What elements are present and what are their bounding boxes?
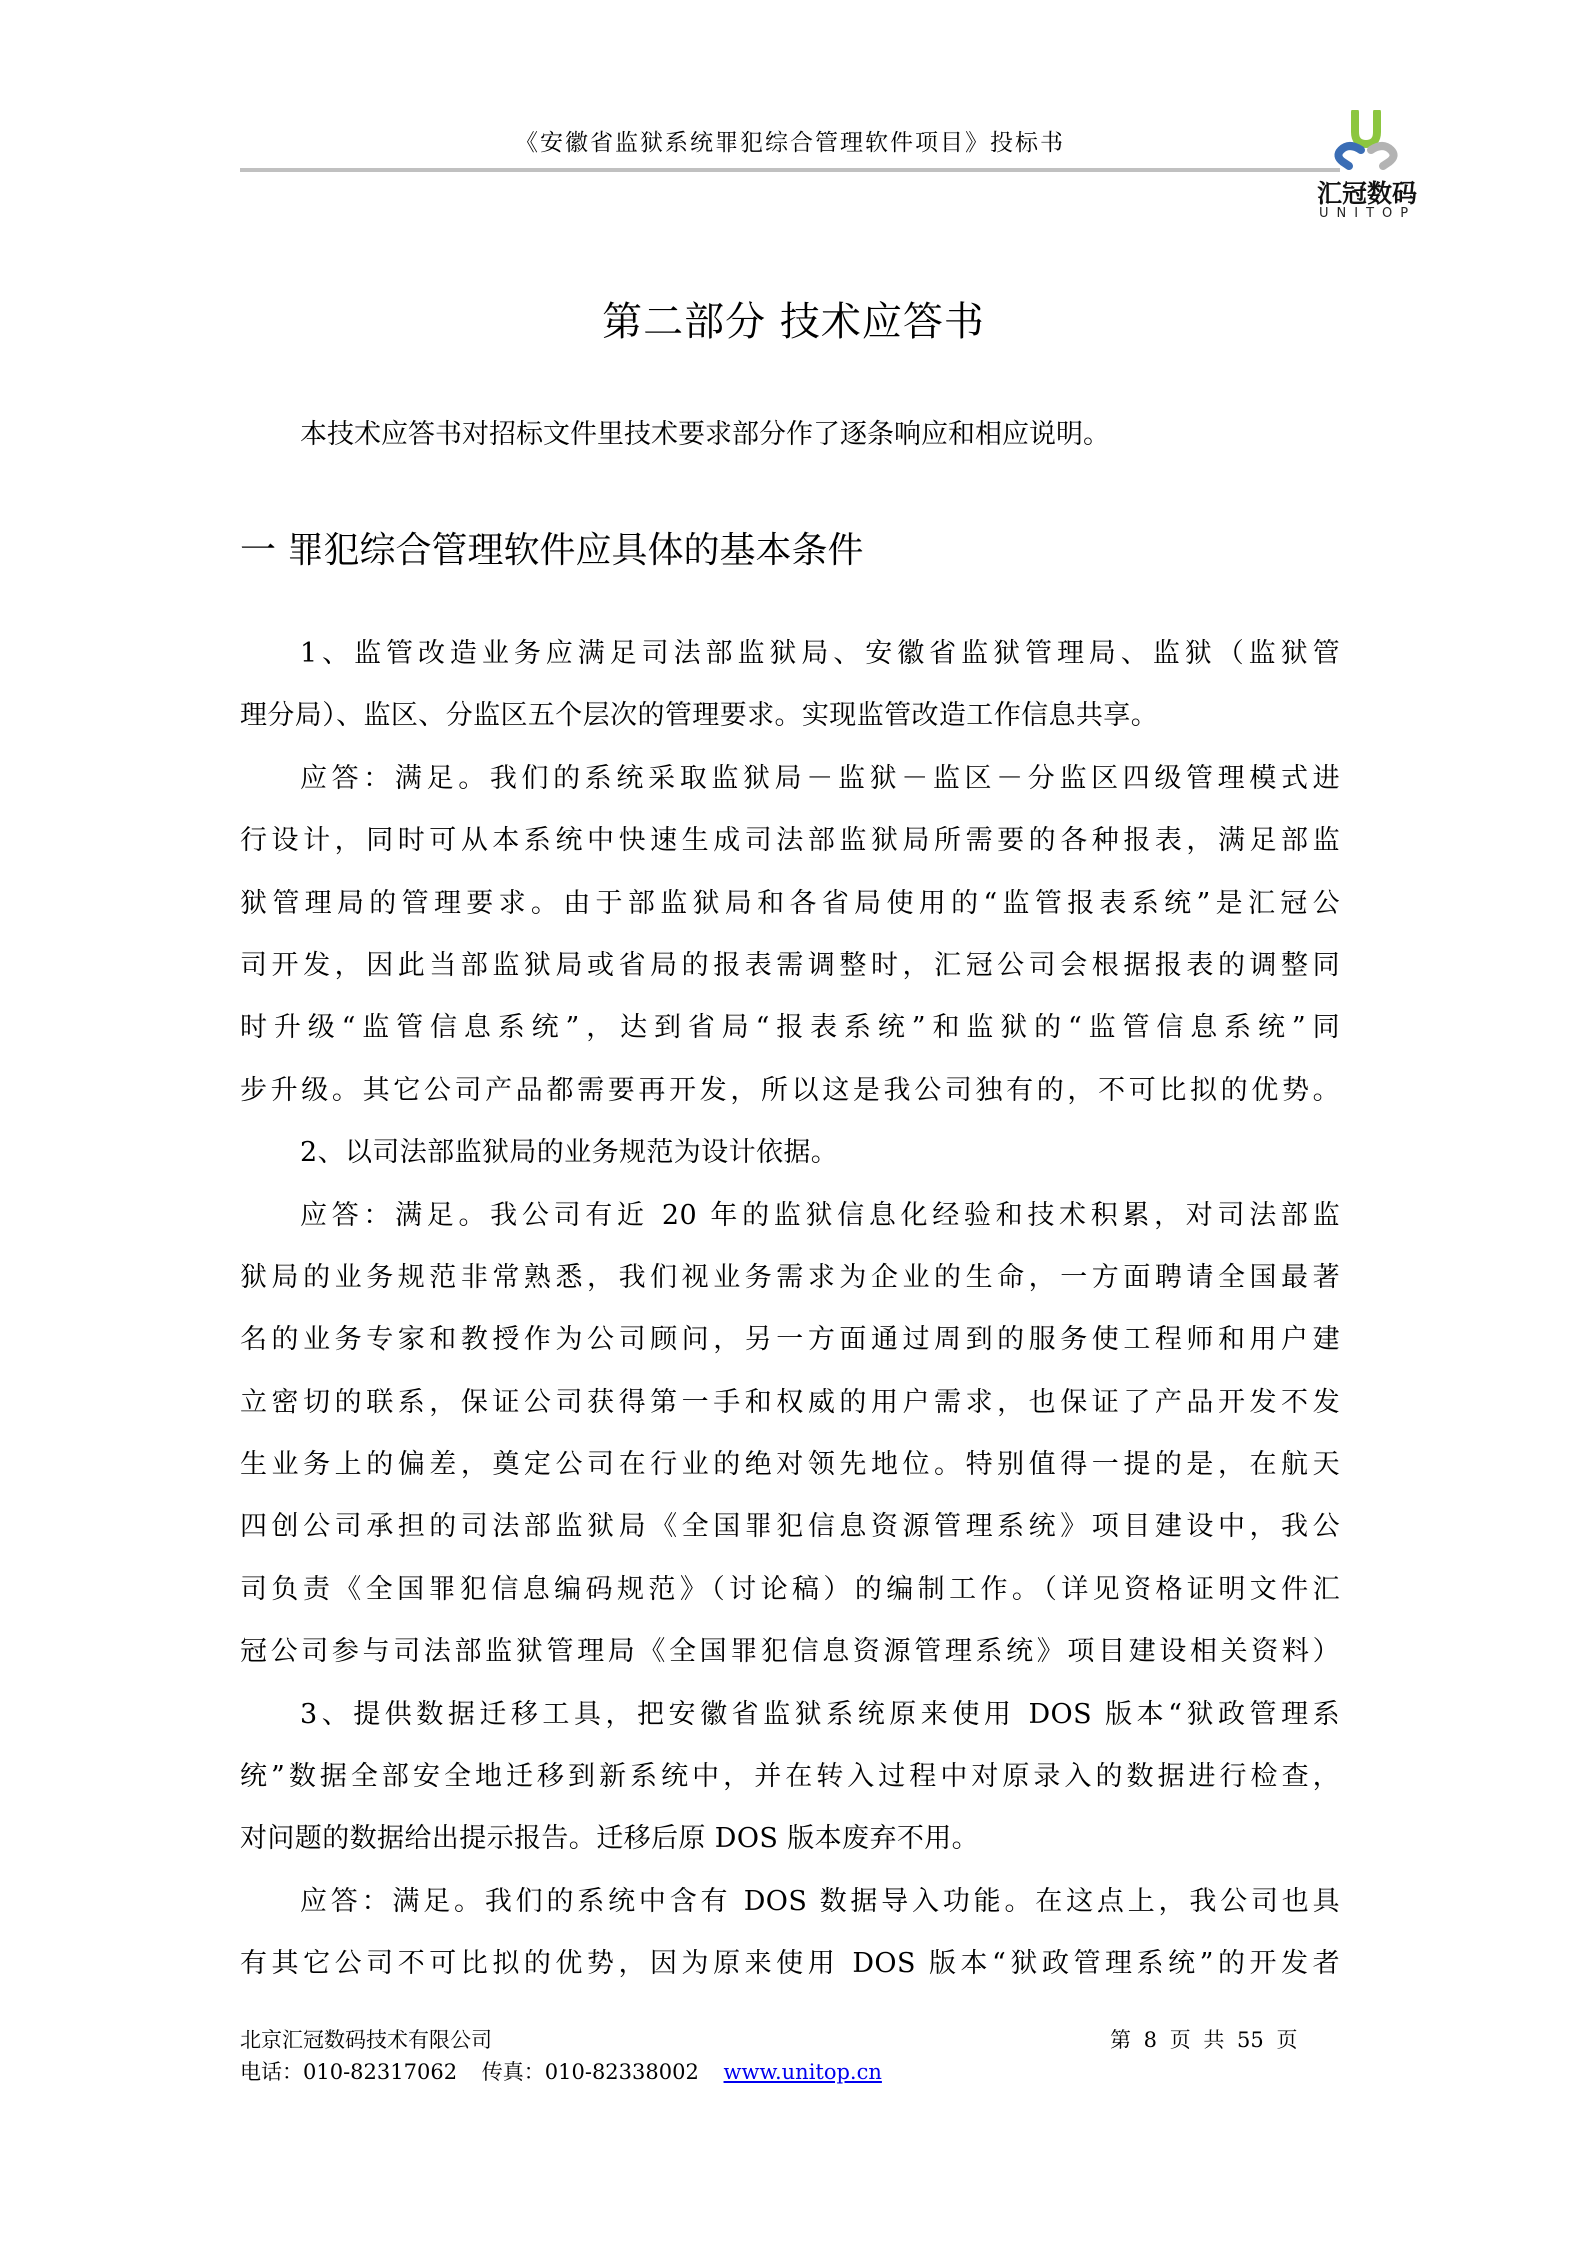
requirement-1-line: 1、监管改造业务应满足司法部监狱局、安徽省监狱管理局、监狱（监狱管 [300, 638, 1340, 669]
response-1-line: 狱管理局的管理要求。由于部监狱局和各省局使用的“监管报表系统”是汇冠公 [240, 887, 1340, 919]
company-logo [1315, 108, 1435, 221]
response-2-line: 冠公司参与司法部监狱管理局《全国罪犯信息资源管理系统》项目建设相关资料） [240, 1636, 1340, 1668]
response-2-line: 狱局的业务规范非常熟悉，我们视业务需求为企业的生命，一方面聘请全国最著 [240, 1261, 1340, 1293]
response-2-line: 应答：满足。我公司有近 20 年的监狱信息化经验和技术积累，对司法部监 [300, 1199, 1340, 1231]
response-1-line: 行设计，同时可从本系统中快速生成司法部监狱局所需要的各种报表，满足部监 [240, 825, 1340, 857]
page-number: 第 8 页 共 55 页 [1110, 2028, 1298, 2052]
response-3-line: 有其它公司不可比拟的优势，因为原来使用 DOS 版本“狱政管理系统”的开发者 [240, 1948, 1340, 1980]
response-1-line: 司开发，因此当部监狱局或省局的报表需调整时，汇冠公司会根据报表的调整同 [240, 949, 1340, 981]
response-2-line: 生业务上的偏差，奠定公司在行业的绝对领先地位。特别值得一提的是，在航天 [240, 1449, 1340, 1481]
requirement-1-line: 理分局）、监区、分监区五个层次的管理要求。实现监管改造工作信息共享。 [240, 700, 1159, 732]
footer-fax: 传真：010-82338002 [481, 2060, 699, 2084]
response-3-line: 应答：满足。我们的系统中含有 DOS 数据导入功能。在这点上，我公司也具 [300, 1885, 1340, 1917]
response-2-line: 名的业务专家和教授作为公司顾问，另一方面通过周到的服务使工程师和用户建 [240, 1324, 1340, 1356]
logo-english-name: UNITOP [1319, 206, 1417, 221]
document-title: 《安徽省监狱系统罪犯综合管理软件项目》投标书 [515, 130, 1065, 156]
response-1-line: 时升级“监管信息系统”，达到省局“报表系统”和监狱的“监管信息系统”同 [240, 1012, 1340, 1044]
footer-contact [240, 2056, 882, 2086]
website-link[interactable]: www.unitop.cn [723, 2060, 882, 2084]
response-1-line: 步升级。其它公司产品都需要再开发，所以这是我公司独有的，不可比拟的优势。 [240, 1074, 1340, 1106]
requirement-3-line: 统”数据全部安全地迁移到新系统中，并在转入过程中对原录入的数据进行检查， [240, 1761, 1340, 1793]
footer-company-name: 北京汇冠数码技术有限公司 [240, 2028, 492, 2052]
response-2-line: 四创公司承担的司法部监狱局《全国罪犯信息资源管理系统》项目建设中，我公 [240, 1511, 1340, 1543]
response-2-line: 司负责《全国罪犯信息编码规范》（讨论稿）的编制工作。（详见资格证明文件汇 [240, 1573, 1340, 1605]
body-text [240, 623, 1340, 1996]
requirement-3-line: 对问题的数据给出提示报告。迁移后原 DOS 版本废弃不用。 [240, 1823, 980, 1855]
response-2-line: 立密切的联系，保证公司获得第一手和权威的用户需求，也保证了产品开发不发 [240, 1386, 1340, 1418]
logo-chinese-name: 汇冠数码 [1317, 179, 1418, 208]
section-heading: 一 罪犯综合管理软件应具体的基本条件 [240, 530, 864, 571]
response-1-line: 应答：满足。我们的系统采取监狱局－监狱－监区－分监区四级管理模式进 [300, 762, 1340, 794]
intro-paragraph: 本技术应答书对招标文件里技术要求部分作了逐条响应和相应说明。 [300, 419, 1110, 450]
requirement-3-line: 3、提供数据迁移工具，把安徽省监狱系统原来使用 DOS 版本“狱政管理系 [300, 1698, 1340, 1730]
requirement-2-line: 2、以司法部监狱局的业务规范为设计依据。 [300, 1137, 839, 1169]
part-title: 第二部分 技术应答书 [602, 299, 985, 345]
header-divider [240, 168, 1340, 172]
footer-phone: 电话：010-82317062 [240, 2060, 458, 2084]
unitop-logo-icon [1331, 110, 1401, 172]
